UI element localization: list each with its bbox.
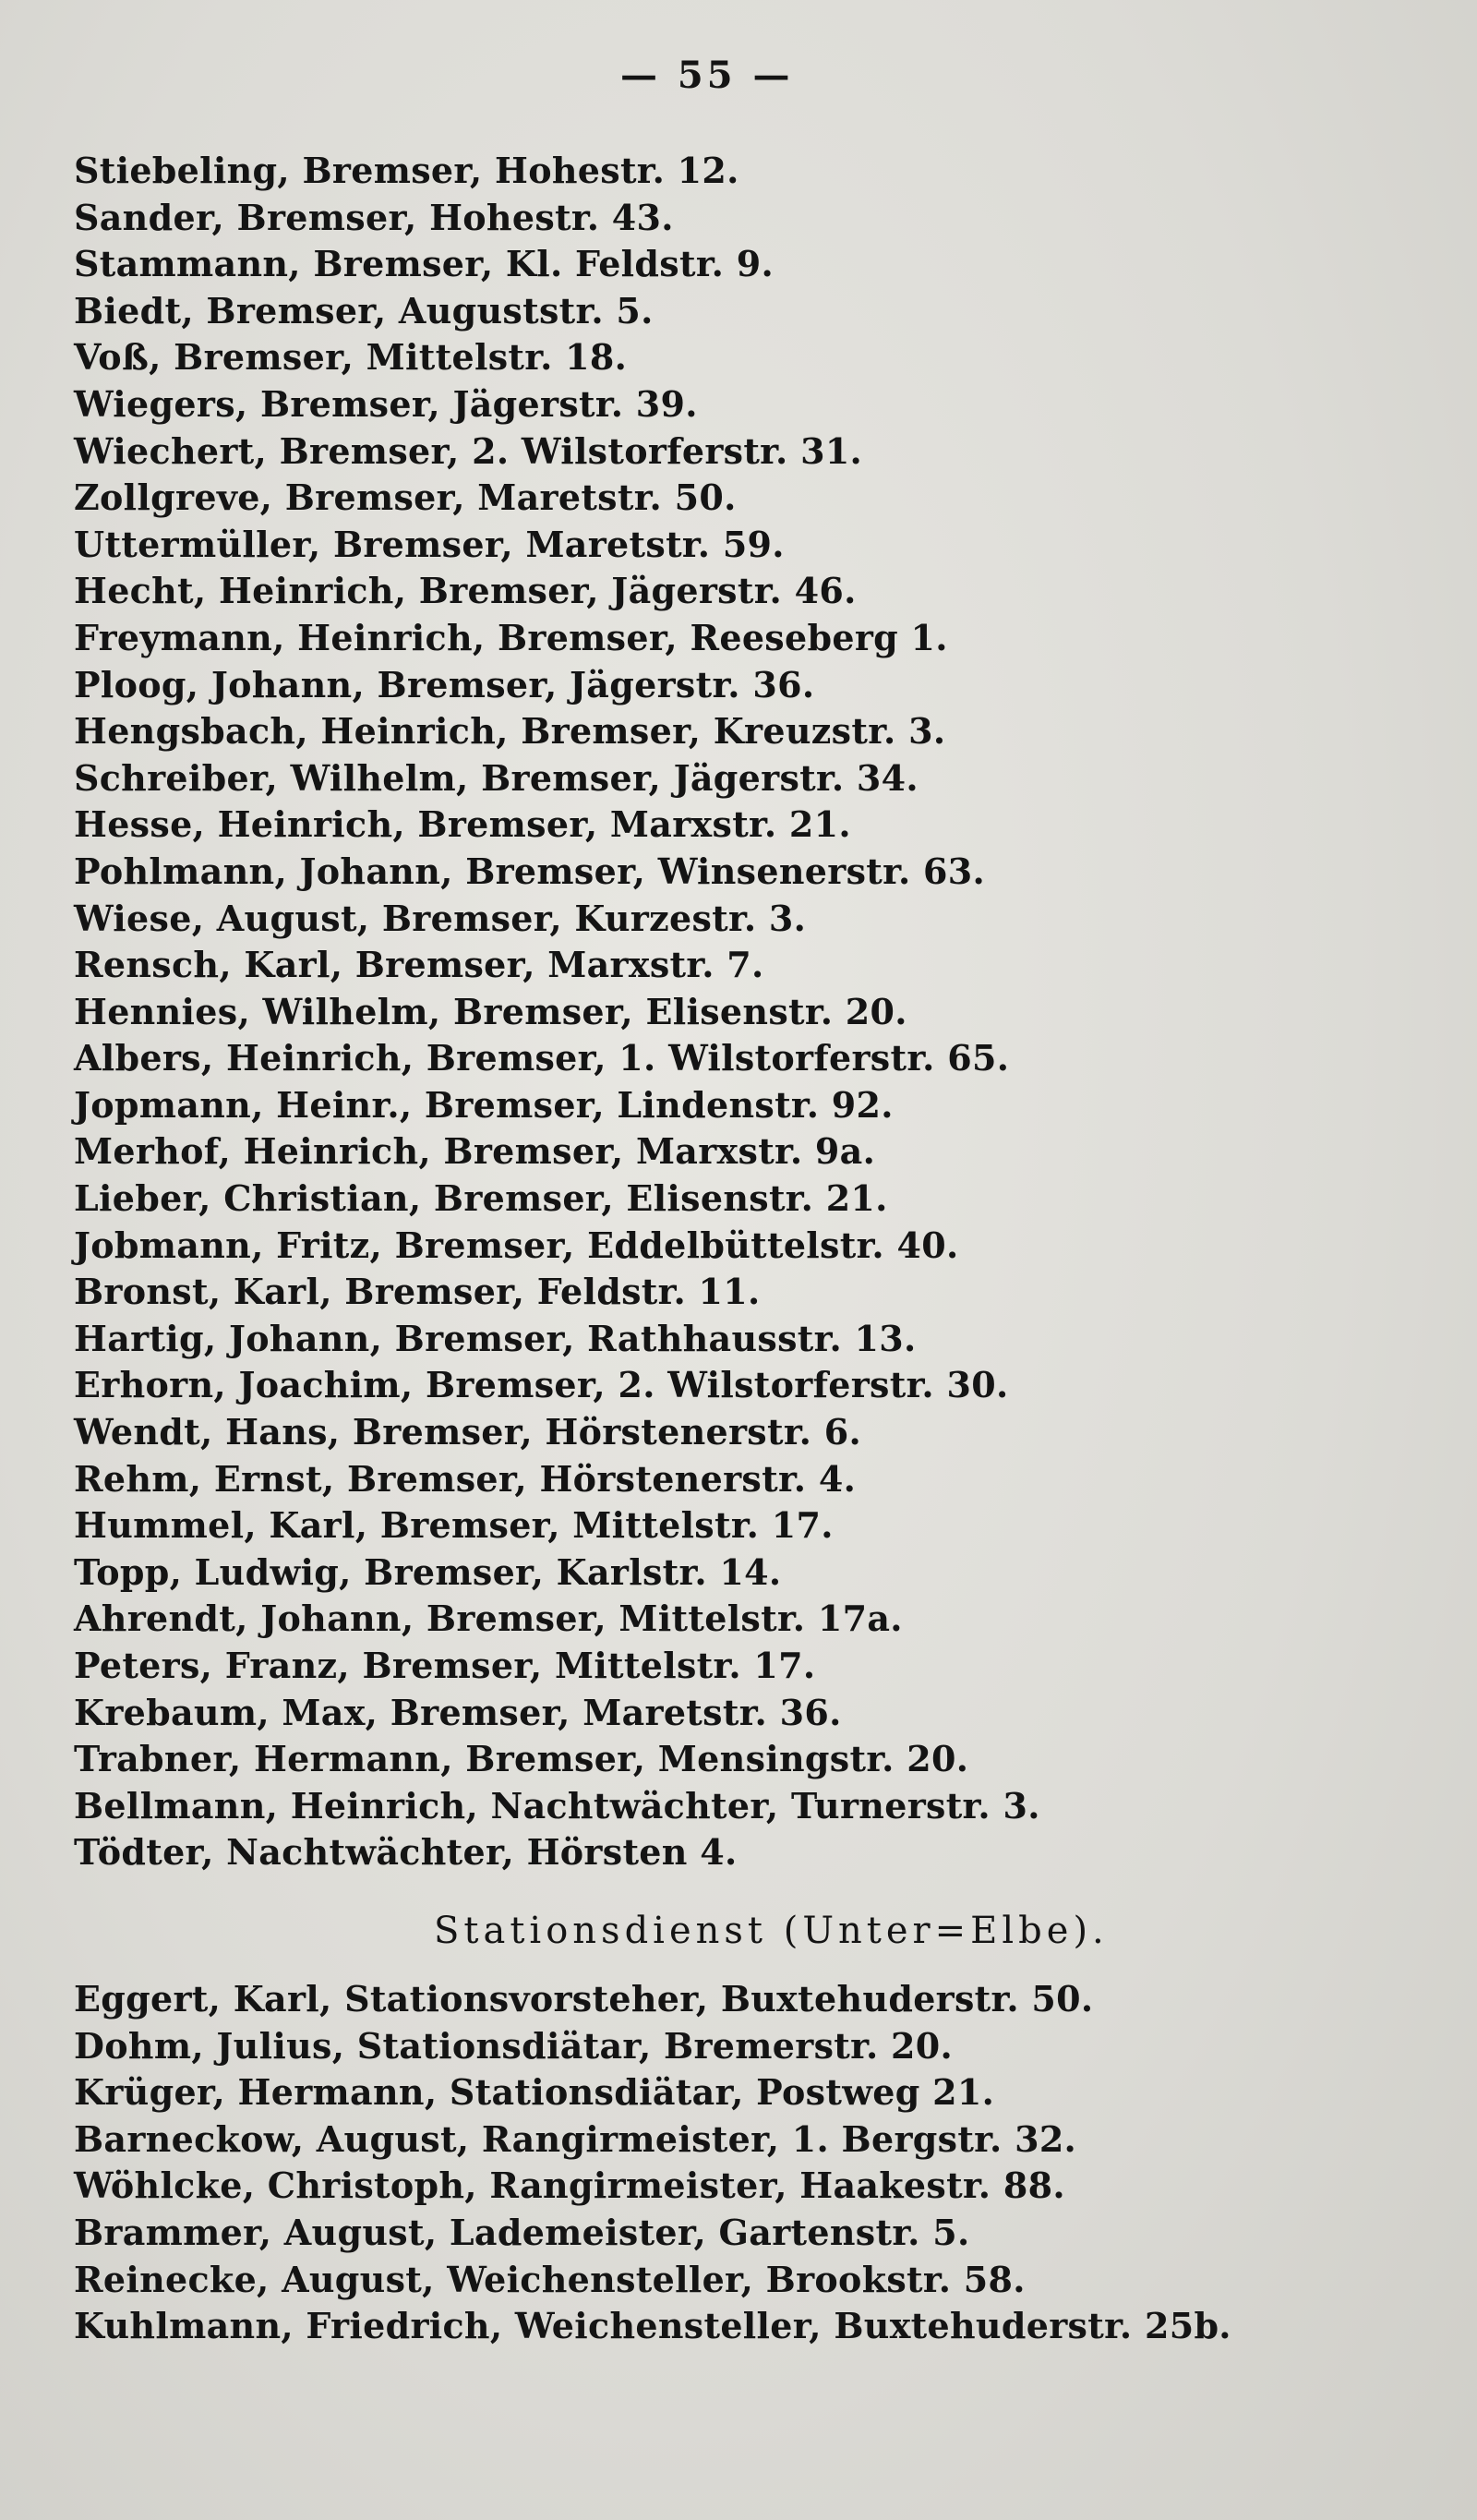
list-item: Freymann, Heinrich, Bremser, Reeseberg 1. (74, 616, 948, 658)
list-item: Reinecke, August, Weichensteller, Brookstr. 58. (74, 2258, 1026, 2300)
list-item: Hengsbach, Heinrich, Bremser, Kreuzstr. 3. (74, 710, 946, 753)
section-heading: Stationsdienst (Unter=Elbe). (434, 1910, 1109, 1952)
list-item: Hennies, Wilhelm, Bremser, Elisenstr. 20. (74, 990, 907, 1032)
section-entry-list (74, 1976, 1231, 2350)
list-item: Hartig, Johann, Bremser, Rathhausstr. 13. (74, 1317, 917, 1359)
list-item: Bellmann, Heinrich, Nachtwächter, Turnerstr. 3. (74, 1784, 1040, 1827)
list-item: Krebaum, Max, Bremser, Maretstr. 36. (74, 1691, 842, 1733)
list-item: Topp, Ludwig, Bremser, Karlstr. 14. (74, 1550, 782, 1593)
list-item: Stiebeling, Bremser, Hohestr. 12. (74, 150, 739, 191)
list-item: Voß, Bremser, Mittelstr. 18. (74, 336, 628, 379)
list-item: Krüger, Hermann, Stationsdiätar, Postweg 21. (74, 2071, 995, 2114)
list-item: Jobmann, Fritz, Bremser, Eddelbüttelstr. 40. (74, 1224, 959, 1266)
list-item: Jopmann, Heinr., Bremser, Lindenstr. 92. (74, 1083, 894, 1126)
entry-list (74, 148, 1040, 1876)
list-item: Bronst, Karl, Bremser, Feldstr. 11. (74, 1271, 761, 1313)
list-item: Wiechert, Bremser, 2. Wilstorferstr. 31. (74, 429, 863, 472)
list-item: Hesse, Heinrich, Bremser, Marxstr. 21. (74, 803, 851, 846)
list-item: Zollgreve, Bremser, Maretstr. 50. (74, 476, 737, 519)
list-item: Tödter, Nachtwächter, Hörsten 4. (74, 1831, 738, 1874)
list-item: Peters, Franz, Bremser, Mittelstr. 17. (74, 1645, 816, 1686)
list-item: Ploog, Johann, Bremser, Jägerstr. 36. (74, 663, 815, 705)
list-item: Biedt, Bremser, Auguststr. 5. (74, 289, 654, 332)
list-item: Barneckow, August, Rangirmeister, 1. Bergstr. 32. (74, 2117, 1077, 2160)
list-item: Kuhlmann, Friedrich, Weichensteller, Buxtehuderstr. 25b. (74, 2305, 1231, 2347)
list-item: Erhorn, Joachim, Bremser, 2. Wilstorferstr. 30. (74, 1364, 1009, 1406)
list-item: Stammann, Bremser, Kl. Feldstr. 9. (74, 243, 774, 285)
list-item: Ahrendt, Johann, Bremser, Mittelstr. 17a. (74, 1598, 903, 1640)
list-item: Wendt, Hans, Bremser, Hörstenerstr. 6. (74, 1411, 862, 1453)
list-item: Brammer, August, Lademeister, Gartenstr. 5. (74, 2211, 970, 2253)
list-item: Trabner, Hermann, Bremser, Mensingstr. 20. (74, 1738, 969, 1780)
list-item: Wiegers, Bremser, Jägerstr. 39. (74, 382, 698, 425)
list-item: Hummel, Karl, Bremser, Mittelstr. 17. (74, 1504, 834, 1547)
list-item: Merhof, Heinrich, Bremser, Marxstr. 9a. (74, 1130, 876, 1173)
list-item: Sander, Bremser, Hohestr. 43. (74, 196, 674, 238)
list-item: Rensch, Karl, Bremser, Marxstr. 7. (74, 944, 764, 986)
list-item: Pohlmann, Johann, Bremser, Winsenerstr. 63. (74, 850, 986, 892)
list-item: Hecht, Heinrich, Bremser, Jägerstr. 46. (74, 570, 857, 612)
list-item: Rehm, Ernst, Bremser, Hörstenerstr. 4. (74, 1457, 857, 1500)
list-item: Wiese, August, Bremser, Kurzestr. 3. (74, 897, 807, 939)
list-item: Albers, Heinrich, Bremser, 1. Wilstorferstr. 65. (74, 1037, 1010, 1079)
list-item: Lieber, Christian, Bremser, Elisenstr. 21. (74, 1177, 888, 1220)
list-item: Schreiber, Wilhelm, Bremser, Jägerstr. 34. (74, 756, 919, 799)
page-number-text: — 55 — (620, 54, 794, 97)
list-item: Eggert, Karl, Stationsvorsteher, Buxtehuderstr. 50. (74, 1978, 1094, 2020)
list-item: Uttermüller, Bremser, Maretstr. 59. (74, 523, 785, 565)
list-item: Dohm, Julius, Stationsdiätar, Bremerstr. 20. (74, 2024, 954, 2067)
list-item: Wöhlcke, Christoph, Rangirmeister, Haakestr. 88. (74, 2164, 1065, 2207)
